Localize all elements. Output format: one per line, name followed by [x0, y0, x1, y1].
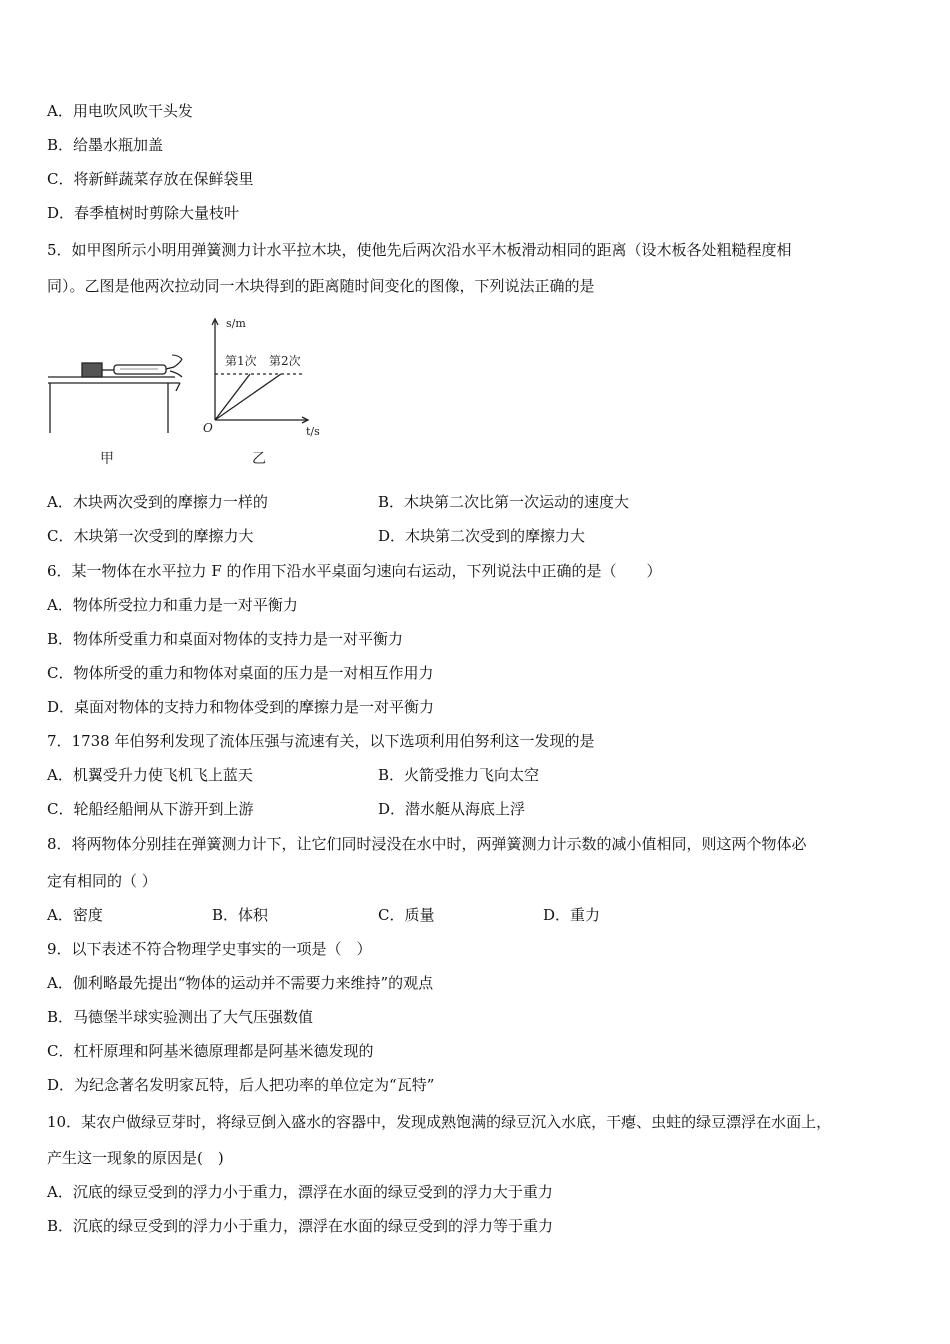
q10-stem-line1: 10．某农户做绿豆芽时，将绿豆倒入盛水的容器中，发现成熟饱满的绿豆沉入水底，干瘪、虫蛀的绿豆漂浮在水面上，	[47, 1113, 832, 1131]
q5-option-c: C．木块第一次受到的摩擦力大	[47, 527, 254, 545]
q4-option-b: B．给墨水瓶加盖	[47, 136, 164, 154]
q10-stem-line2: 产生这一现象的原因是( )	[47, 1149, 224, 1167]
q5-stem-line1: 5．如甲图所示小明用弹簧测力计水平拉木块，使他先后两次沿水平木板滑动相同的距离（设木板各处粗糙程度相	[47, 241, 792, 259]
figure-yi-graph	[212, 319, 308, 423]
q9-option-d: D．为纪念著名发明家瓦特，后人把功率的单位定为“瓦特”	[47, 1076, 435, 1094]
q4-option-c: C．将新鲜蔬菜存放在保鲜袋里	[47, 170, 254, 188]
figure-label-jia: 甲	[100, 451, 114, 467]
q9-option-a: A．伽利略最先提出“物体的运动并不需要力来维持”的观点	[47, 974, 434, 992]
series-2-line	[215, 374, 281, 420]
q5-stem-line2: 同）。乙图是他两次拉动同一木块得到的距离随时间变化的图像，下列说法正确的是	[47, 277, 595, 295]
series-1-label: 第1次	[225, 354, 257, 368]
q7-option-d: D．潜水艇从海底上浮	[378, 800, 526, 818]
q9-option-b: B．马德堡半球实验测出了大气压强数值	[47, 1008, 314, 1026]
q8-option-d: D．重力	[543, 906, 601, 924]
figure-jia-apparatus	[48, 355, 182, 433]
q5-option-a: A．木块两次受到的摩擦力一样的	[47, 493, 268, 511]
q5-figure	[40, 305, 340, 475]
q8-option-b: B．体积	[212, 906, 269, 924]
q5-option-b: B．木块第二次比第一次运动的速度大	[378, 493, 630, 511]
q6-option-b: B．物体所受重力和桌面对物体的支持力是一对平衡力	[47, 630, 404, 648]
y-axis-label: s/m	[226, 317, 246, 330]
q8-stem-line2: 定有相同的（ ）	[47, 872, 157, 890]
figure-label-yi: 乙	[252, 451, 266, 467]
x-axis-label: t/s	[306, 425, 320, 438]
q6-stem: 6．某一物体在水平拉力 F 的作用下沿水平桌面匀速向右运动，下列说法中正确的是（ ）	[47, 562, 662, 580]
q7-option-c: C．轮船经船闸从下游开到上游	[47, 800, 254, 818]
q6-option-a: A．物体所受拉力和重力是一对平衡力	[47, 596, 298, 614]
q8-option-a: A．密度	[47, 906, 103, 924]
q8-option-c: C．质量	[378, 906, 435, 924]
q4-option-d: D．春季植树时剪除大量枝叶	[47, 204, 240, 222]
origin-label: O	[203, 421, 213, 435]
q5-option-d: D．木块第二次受到的摩擦力大	[378, 527, 586, 545]
q7-option-b: B．火箭受推力飞向太空	[378, 766, 540, 784]
q9-option-c: C．杠杆原理和阿基米德原理都是阿基米德发现的	[47, 1042, 374, 1060]
q7-stem: 7．1738 年伯努利发现了流体压强与流速有关，以下选项利用伯努利这一发现的是	[47, 732, 595, 750]
q9-stem: 9．以下表述不符合物理学史事实的一项是（ ）	[47, 940, 372, 958]
q4-option-a: A．用电吹风吹干头发	[47, 102, 193, 120]
series-2-label: 第2次	[269, 354, 301, 368]
q10-option-b: B．沉底的绿豆受到的浮力小于重力，漂浮在水面的绿豆受到的浮力等于重力	[47, 1217, 554, 1235]
q6-option-c: C．物体所受的重力和物体对桌面的压力是一对相互作用力	[47, 664, 434, 682]
q8-stem-line1: 8．将两物体分别挂在弹簧测力计下，让它们同时浸没在水中时，两弹簧测力计示数的减小值相同，则这两个物体必	[47, 835, 807, 853]
q10-option-a: A．沉底的绿豆受到的浮力小于重力，漂浮在水面的绿豆受到的浮力大于重力	[47, 1183, 553, 1201]
q6-option-d: D．桌面对物体的支持力和物体受到的摩擦力是一对平衡力	[47, 698, 435, 716]
q7-option-a: A．机翼受升力使飞机飞上蓝天	[47, 766, 253, 784]
series-1-line	[215, 374, 250, 420]
